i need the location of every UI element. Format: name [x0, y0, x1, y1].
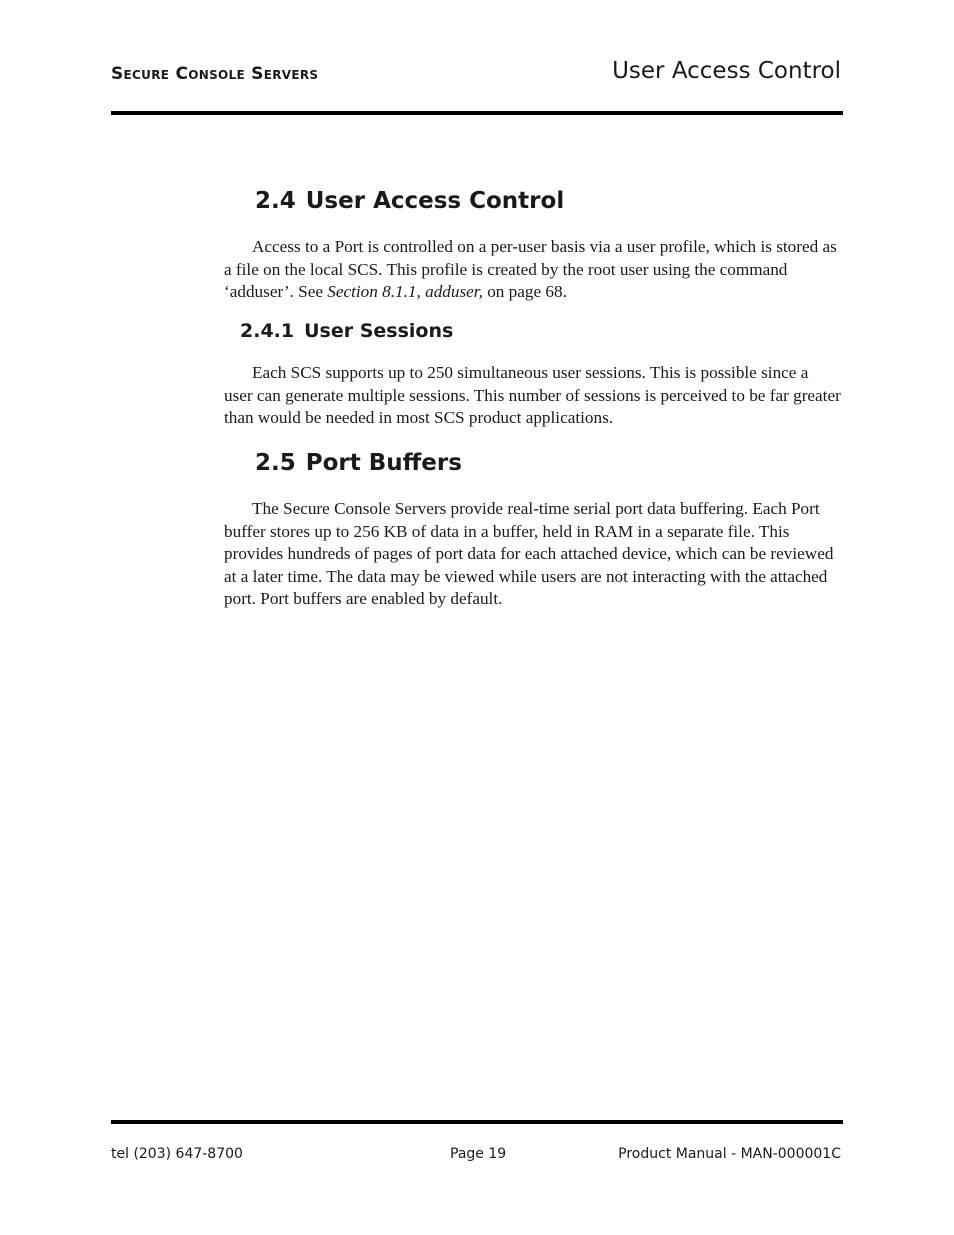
- header-rule: [111, 111, 843, 115]
- section-number: 2.5: [255, 450, 296, 476]
- section-2-5-paragraph: The Secure Console Servers provide real-time serial port data buffering. Each Port buffer stores up to 256 KB of data in a buffer, held in RAM in a separate file. This provides hundreds of pages of port data for each attached device, which can be reviewed at a later time. The data may be viewed while users are not interacting with the attached port. Port buffers are enabled by default.: [224, 499, 834, 608]
- section-2-4-1-paragraph: Each SCS supports up to 250 simultaneous user sessions. This is possible since a user can generate multiple sessions. This number of sessions is perceived to be far greater than would be needed in most SCS product applications.: [224, 363, 841, 427]
- section-2-4-paragraph: [224, 236, 841, 304]
- running-header-left: Secure Console Servers: [111, 64, 319, 84]
- section-title: Port Buffers: [305, 450, 462, 476]
- footer-rule: [111, 1120, 843, 1124]
- section-heading-2-5: [255, 450, 462, 476]
- section-heading-2-4-1: [240, 320, 453, 342]
- paragraph-text: Access to a Port is controlled on a per-user basis via a user profile, which is stored as a file on the local SCS. This profile is created by the root user using the command ‘adduser’. See: [224, 237, 837, 301]
- section-number: 2.4: [255, 188, 296, 214]
- cross-reference: Section 8.1.1, adduser,: [327, 282, 483, 301]
- section-number: 2.4.1: [240, 320, 295, 342]
- section-heading-2-4: [255, 188, 564, 214]
- paragraph-text-end: on page 68.: [482, 282, 567, 301]
- footer-phone: tel (203) 647-8700: [111, 1146, 243, 1162]
- section-title: User Sessions: [304, 320, 454, 342]
- footer-page-number: Page 19: [450, 1146, 507, 1162]
- footer-document-id: Product Manual - MAN-000001C: [618, 1146, 841, 1162]
- section-title: User Access Control: [305, 188, 565, 214]
- running-header-right: User Access Control: [612, 58, 841, 84]
